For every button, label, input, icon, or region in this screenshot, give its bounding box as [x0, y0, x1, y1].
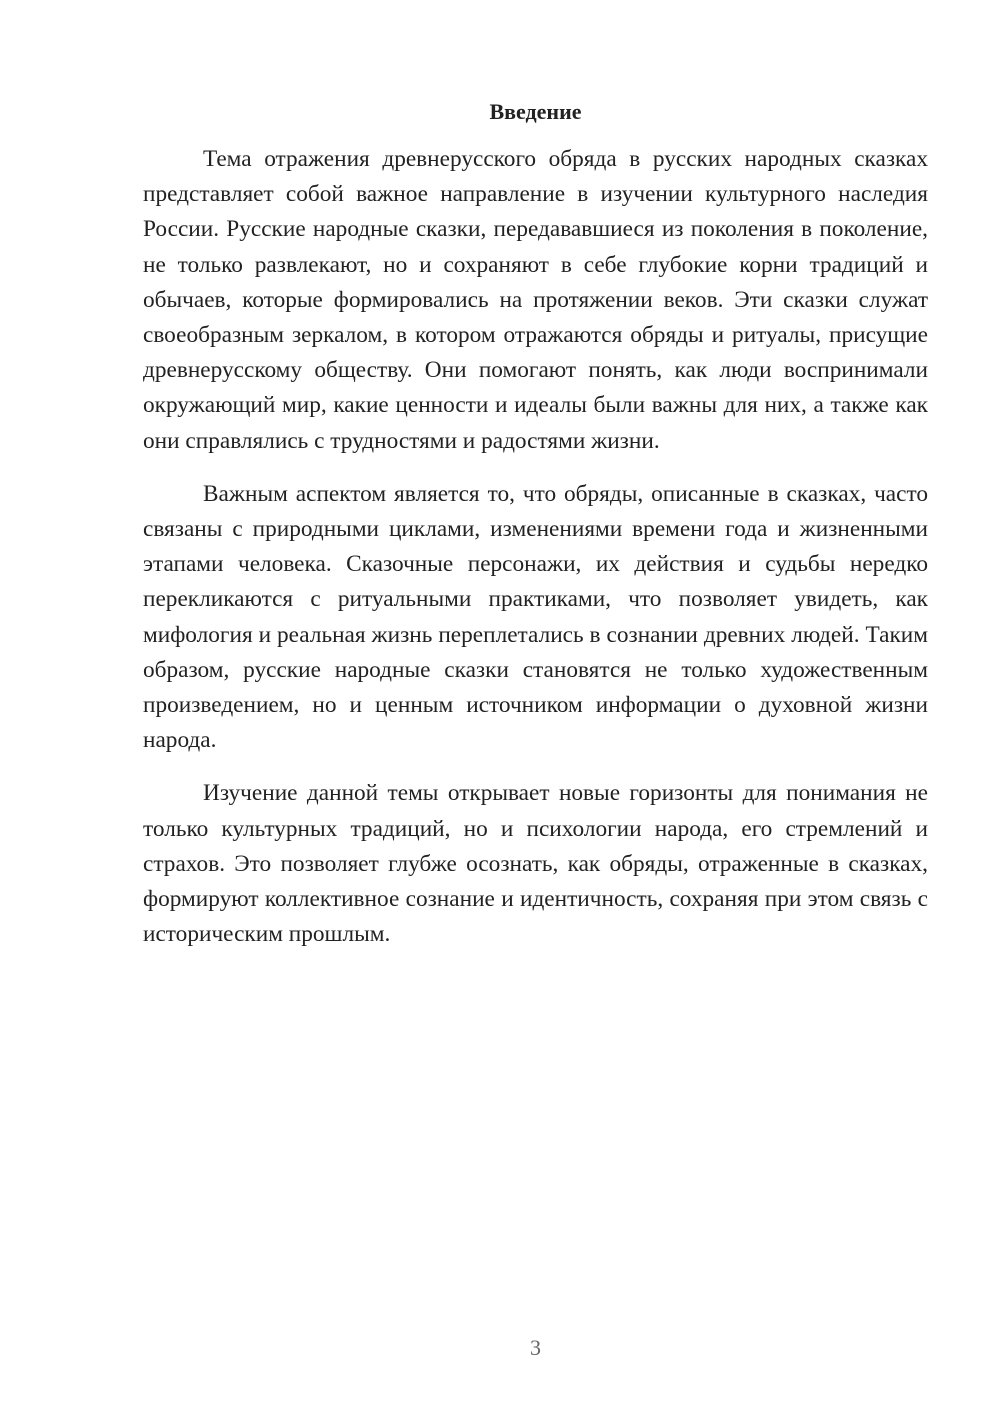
page-number: 3: [530, 1335, 541, 1360]
paragraph-3: Изучение данной темы открывает новые горизонты для понимания не только культурных традиций, но и психологии народа, его стремлений и страхов. Это позволяет глубже осознать, как обряды, отраженные в сказках, формируют коллективное сознание и идентичность, сохраняя при этом связь с историческим прошлым.: [143, 780, 928, 948]
section-title: Введение: [489, 99, 582, 124]
paragraph-1: Тема отражения древнерусского обряда в русских народных сказках представляет собой важное направление в изучении культурного наследия России. Русские народные сказки, передававшиеся из поколения в поколение, не только развлекают, но и сохраняют в себе глубокие корни традиций и обычаев, которые формировались на протяжении веков. Эти сказки служат своеобразным зеркалом, в котором отражаются обряды и ритуалы, присущие древнерусскому обществу. Они помогают понять, как люди воспринимали окружающий мир, какие ценности и идеалы были важны для них, а также как они справлялись с трудностями и радостями жизни.: [143, 146, 928, 454]
paragraph-2: Важным аспектом является то, что обряды, описанные в сказках, часто связаны с природными циклами, изменениями времени года и жизненными этапами человека. Сказочные персонажи, их действия и судьбы нередко перекликаются с ритуальными практиками, что позволяет увидеть, как мифология и реальная жизнь переплетались в сознании древних людей. Таким образом, русские народные сказки становятся не только художественным произведением, но и ценным источником информации о духовной жизни народа.: [143, 480, 928, 754]
body-text: [143, 142, 928, 970]
